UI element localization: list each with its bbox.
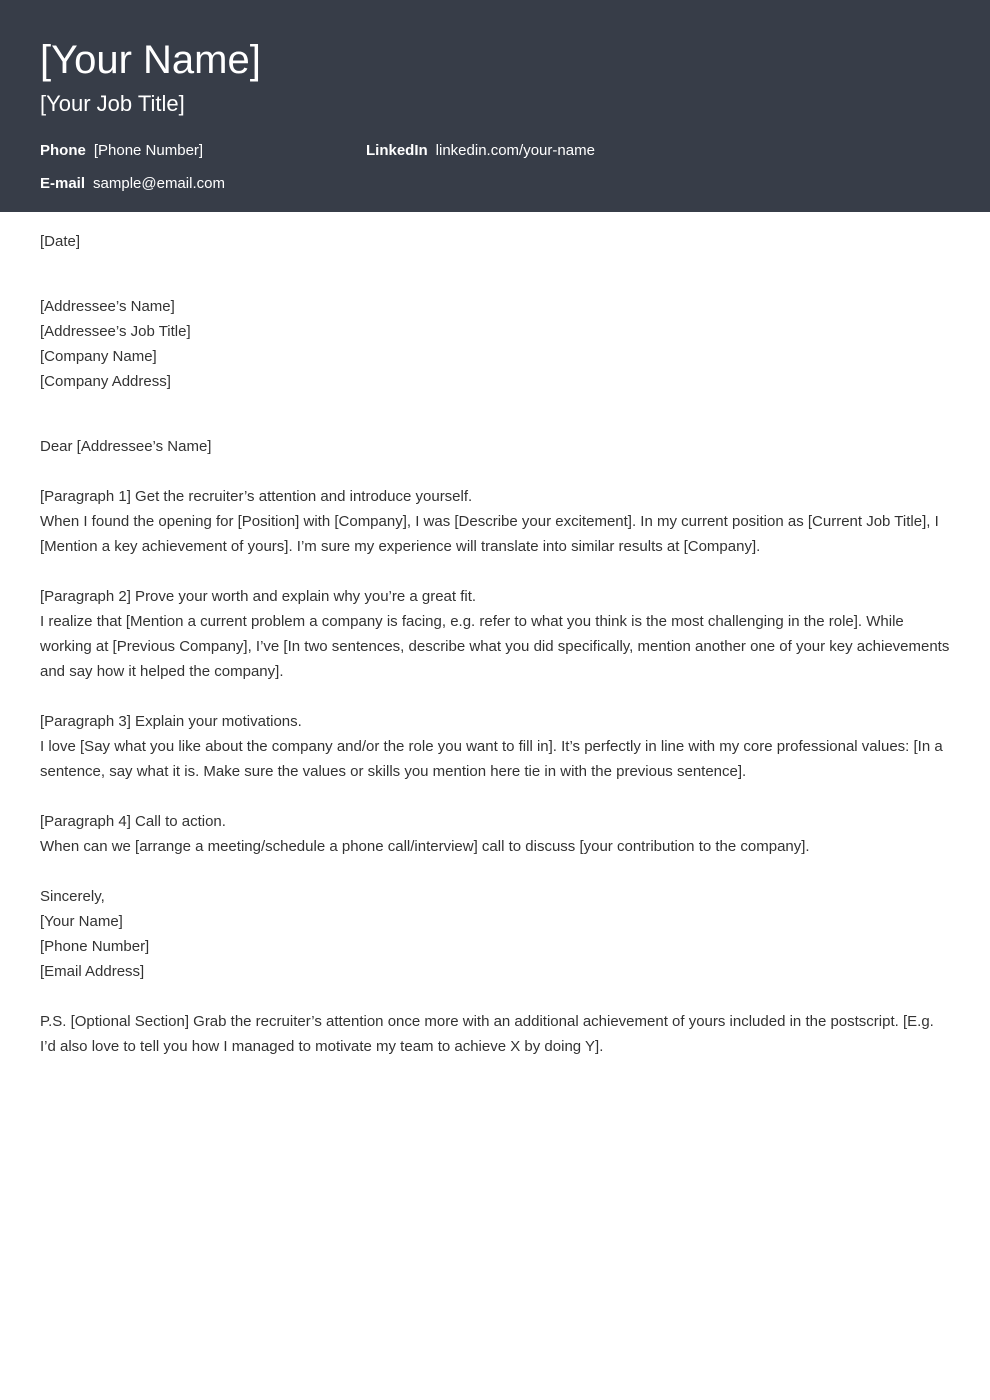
contact-phone-value: [Phone Number] xyxy=(93,142,204,159)
paragraph-body: When can we [arrange a meeting/schedule a phone call/interview] call to discuss [your contribution to the company]. xyxy=(40,838,810,855)
addressee-address: [Company Address] xyxy=(40,373,171,390)
header-banner xyxy=(0,0,990,212)
paragraph-1 xyxy=(40,484,950,559)
applicant-name: [Your Name] xyxy=(40,38,261,82)
addressee-job-title: [Addressee’s Job Title] xyxy=(40,323,191,340)
paragraph-body: I realize that [Mention a current problem a company is facing, e.g. refer to what you think is the most challenging in the role]. While working at [Previous Company], I’ve [In two sentences, describe what you did specifically, mention another one of your key achievements and say how it helped the company]. xyxy=(40,613,950,680)
salutation: Dear [Addressee’s Name] xyxy=(40,438,212,455)
contact-linkedin xyxy=(366,141,595,161)
paragraph-3 xyxy=(40,709,950,784)
paragraph-heading: [Paragraph 1] Get the recruiter’s attention and introduce yourself. xyxy=(40,488,473,505)
postscript: P.S. [Optional Section] Grab the recruiter’s attention once more with an additional achievement of yours included in the postscript. [E.g. I’d also love to tell you how I managed to motivate my team to achieve X by doing Y]. xyxy=(40,1013,934,1055)
closing-email: [Email Address] xyxy=(40,963,145,980)
closing-signoff: Sincerely, xyxy=(40,888,105,905)
paragraph-heading: [Paragraph 2] Prove your worth and explain why you’re a great fit. xyxy=(40,588,477,605)
letter-date: [Date] xyxy=(40,233,81,250)
paragraph-heading: [Paragraph 4] Call to action. xyxy=(40,813,226,830)
addressee-company: [Company Name] xyxy=(40,348,157,365)
closing-phone: [Phone Number] xyxy=(40,938,150,955)
addressee-block xyxy=(40,294,950,394)
contact-phone xyxy=(40,141,203,161)
letter-body xyxy=(0,229,990,1059)
applicant-job-title: [Your Job Title] xyxy=(40,91,185,116)
contact-linkedin-value: linkedin.com/your-name xyxy=(435,142,595,159)
paragraph-body: When I found the opening for [Position] with [Company], I was [Describe your excitement]. In my current position as [Current Job Title], I [Mention a key achievement of yours]. I’m sure my experience will translate into similar results at [Company]. xyxy=(40,513,939,555)
paragraph-4 xyxy=(40,809,950,859)
paragraph-2 xyxy=(40,584,950,684)
contact-email-label: E-mail xyxy=(40,175,86,192)
closing-name: [Your Name] xyxy=(40,913,123,930)
contact-phone-label: Phone xyxy=(40,142,86,159)
contact-linkedin-label: LinkedIn xyxy=(366,142,428,159)
paragraph-heading: [Paragraph 3] Explain your motivations. xyxy=(40,713,302,730)
contact-email xyxy=(40,174,225,194)
contact-email-value: sample@email.com xyxy=(93,175,225,192)
paragraph-body: I love [Say what you like about the company and/or the role you want to fill in]. It’s perfectly in line with my core professional values: [In a sentence, say what it is. Make sure the values or skills you mention here tie in with the previous sentence]. xyxy=(40,738,943,780)
closing-block xyxy=(40,884,950,984)
addressee-name: [Addressee’s Name] xyxy=(40,298,175,315)
